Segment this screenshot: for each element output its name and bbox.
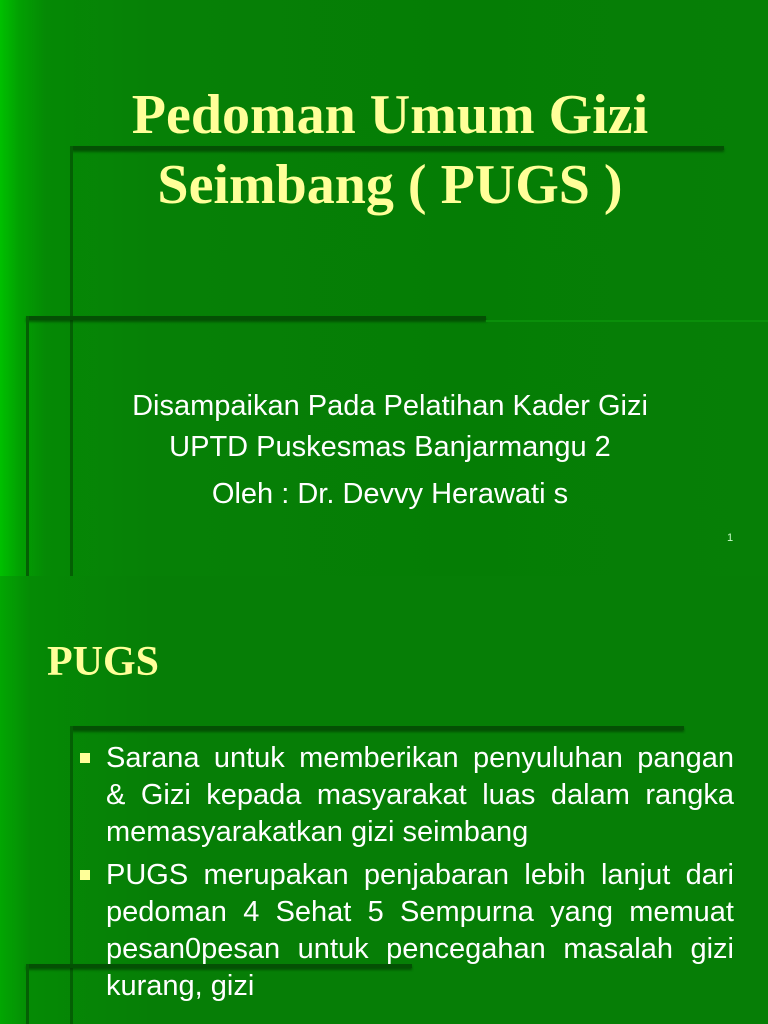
bullet-list [80,740,734,1011]
decor-line-right [486,320,768,322]
bullet-text: Sarana untuk memberikan penyuluhan pangan & Gizi kepada masyarakat luas dalam rangka memasyarakatkan gizi seimbang [106,742,734,848]
subtitle-line-3: Oleh : Dr. Devvy Herawati s [211,478,569,510]
title-line-2: Seimbang ( PUGS ) [157,154,623,216]
slide-2-title: PUGS [47,639,160,685]
slide-1-title [60,80,720,220]
bullet-text: PUGS merupakan penjabaran lebih lanjut dari pedoman 4 Sehat 5 Sempurna yang memuat pesan0pesan untuk pencegahan masalah gizi kurang, gizi [106,859,734,1002]
square-bullet-icon [80,870,90,880]
subtitle-line-2: UPTD Puskesmas Banjarmangu 2 [169,431,611,463]
decor-line-top [72,726,684,730]
slide-2 [0,576,768,1024]
subtitle-line-1: Disampaikan Pada Pelatihan Kader Gizi [132,390,648,422]
slide-1-subtitle [40,386,740,515]
bullet-item [80,857,734,1005]
decor-line-left-lower [26,964,29,1024]
decor-line-left-lower [26,316,29,576]
bullet-item [80,740,734,851]
decor-line-left [70,726,73,1024]
slide-number: 1 [727,532,734,544]
square-bullet-icon [80,753,90,763]
decor-line-middle [26,316,486,320]
title-line-1: Pedoman Umum Gizi [131,84,649,146]
